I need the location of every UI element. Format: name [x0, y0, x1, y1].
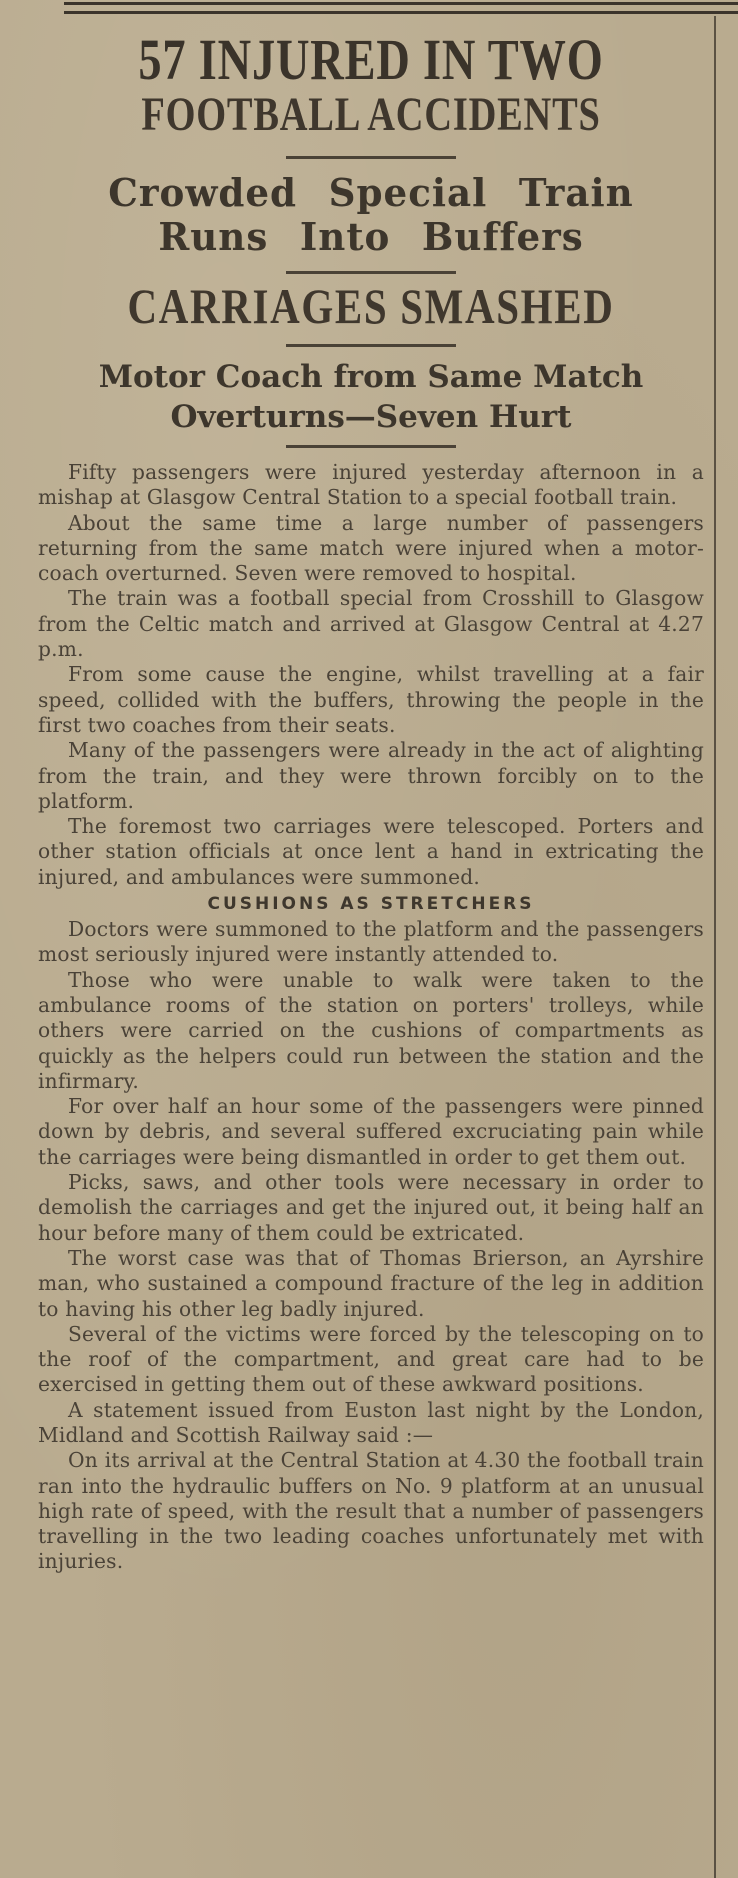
- paragraph: From some cause the engine, whilst travelling at a fair speed, collided with the buffers, throwing the people in the first two coaches from their seats.: [38, 662, 704, 737]
- paragraph: Doctors were summoned to the platform and the passengers most seriously injured were instantly attended to.: [38, 917, 704, 967]
- paragraph: A statement issued from Euston last night by the London, Midland and Scottish Railway said :—: [38, 1397, 704, 1447]
- separator-rule: [286, 271, 456, 274]
- subheadline-coach: Motor Coach from Same Match: [98, 359, 644, 395]
- separator-rule: [286, 445, 456, 448]
- top-rule: [64, 2, 738, 5]
- article-body: [38, 460, 704, 1575]
- article-column: [38, 18, 704, 1575]
- subheadline-train: Crowded Special Train Runs Into Buffers: [108, 170, 634, 259]
- top-rule: [64, 11, 738, 14]
- paragraph: About the same time a large number of passengers returning from the same match were injured when a motor-coach overturned. Seven were removed to hospital.: [38, 510, 704, 586]
- paragraph: Those who were unable to walk were taken to the ambulance rooms of the station on porters' trolleys, while others were carried on the cushions of compartments as quickly as the helpers could run between the station and the infirmary.: [38, 967, 704, 1093]
- paragraph: The worst case was that of Thomas Brierson, an Ayrshire man, who sustained a compound fracture of the leg in addition to having his other leg badly injured.: [38, 1245, 704, 1321]
- paragraph: Picks, saws, and other tools were necessary in order to demolish the carriages and get the injured out, it being half an hour before many of them could be extricated.: [38, 1170, 704, 1245]
- separator-rule: [286, 344, 456, 347]
- paragraph: Several of the victims were forced by the telescoping on to the roof of the compartment, and great care had to be exercised in getting them out of these awkward positions.: [38, 1321, 704, 1397]
- crosshead: CUSHIONS AS STRETCHERS: [207, 894, 535, 915]
- subheadline-coach-line2: Overturns—Seven Hurt: [170, 399, 572, 435]
- subheadline-carriages: CARRIAGES SMASHED: [127, 278, 615, 334]
- paragraph: On its arrival at the Central Station at 4.30 the football train ran into the hydraulic buffers on No. 9 platform at an unusual high rate of speed, with the result that a number of passengers travelling in the two leading coaches unfortunately met with injuries.: [38, 1448, 704, 1574]
- paragraph: The foremost two carriages were telescoped. Porters and other station officials at once lent a hand in extricating the injured, and ambulances were summoned.: [38, 814, 704, 889]
- headline: 57 INJURED IN TWO: [138, 27, 604, 92]
- separator-rule: [286, 156, 456, 159]
- paragraph: For over half an hour some of the passengers were pinned down by debris, and several suffered excruciating pain while the carriages were being dismantled in order to get them out.: [38, 1094, 704, 1169]
- paragraph: Fifty passengers were injured yesterday afternoon in a mishap at Glasgow Central Station to a special football train.: [38, 460, 704, 510]
- column-rule: [714, 16, 716, 1878]
- headline-second-line: FOOTBALL ACCIDENTS: [141, 88, 601, 141]
- paragraph: The train was a football special from Crosshill to Glasgow from the Celtic match and arrived at Glasgow Central at 4.27 p.m.: [38, 586, 704, 662]
- paragraph: Many of the passengers were already in the act of alighting from the train, and they were thrown forcibly on to the platform.: [38, 738, 704, 813]
